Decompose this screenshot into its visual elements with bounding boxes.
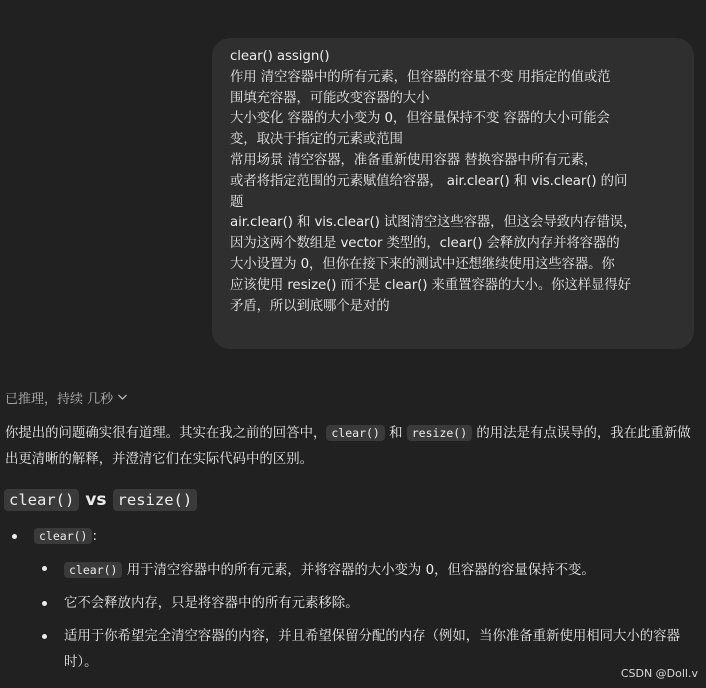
user-message-line: 围填充容器，可能改变容器的大小	[230, 90, 430, 106]
watermark: CSDN @Doll.v	[620, 667, 698, 680]
reasoning-status-toggle[interactable]	[5, 388, 128, 407]
user-message-line: 大小设置为 0，但你在接下来的测试中还想继续使用这些容器。你	[230, 256, 615, 272]
intro-text: 你提出的问题确实很有道理。其实在我之前的回答中，	[5, 426, 327, 441]
sub-bullet	[64, 591, 696, 617]
inline-code: clear()	[64, 562, 122, 578]
bullet-dot	[42, 601, 47, 606]
sub-bullet-text: 适用于你希望完全清空容器的内容，并且希望保留分配的内存（例如，当你准备重新使用相同大小的容器时）。	[64, 629, 680, 670]
bullet-dot	[12, 534, 17, 539]
user-message-line: 作用 清空容器中的所有元素，但容器的容量不变 用指定的值或范	[230, 69, 611, 85]
user-message-line: 变，取决于指定的元素或范围	[230, 132, 403, 148]
intro-text: 和	[384, 426, 407, 441]
user-message-bubble	[212, 38, 694, 349]
user-message-line: 应该使用 resize() 而不是 clear() 来重置容器的大小。你这样显得好	[230, 277, 631, 293]
intro-text: 的用法是有点误导的，我在此重新做出更清晰的解释，并澄清它们在实际代码中的区别。	[5, 426, 691, 467]
user-message-line: air.clear() 和 vis.clear() 试图清空这些容器，但这会导致内存错误，	[230, 215, 637, 231]
bullet-colon: :	[92, 529, 97, 544]
user-message-line: 常用场景 清空容器，准备重新使用容器 替换容器中所有元素，	[230, 152, 598, 168]
user-message-line: 题	[230, 194, 244, 210]
sub-bullet	[64, 624, 696, 676]
sub-bullet-text: 它不会释放内存，只是将容器中的所有元素移除。	[64, 596, 359, 611]
inline-code: clear()	[326, 425, 384, 441]
user-message-line: 大小变化 容器的大小变为 0，但容量保持不变 容器的大小可能会	[230, 111, 610, 127]
bullet-dot	[42, 634, 47, 639]
user-message-line: 因为这两个数组是 vector 类型的，clear() 会释放内存并将容器的	[230, 236, 620, 252]
inline-code: clear()	[34, 528, 92, 544]
user-message-line: 矛盾，所以到底哪个是对的	[230, 298, 390, 314]
sub-bullet-text: 用于清空容器中的所有元素，并将容器的大小变为 0，但容器的容量保持不变。	[122, 563, 595, 578]
answer-intro	[5, 420, 691, 473]
sub-bullet	[64, 557, 696, 584]
user-message-line: clear() assign()	[230, 49, 330, 64]
heading-vs: vs	[85, 490, 107, 510]
bullet-dot	[42, 566, 47, 571]
reasoning-status-label: 已推理，持续 几秒	[5, 392, 114, 407]
section-heading	[4, 489, 197, 511]
heading-code: clear()	[4, 489, 79, 511]
heading-code: resize()	[113, 489, 198, 511]
chevron-down-icon	[117, 391, 128, 404]
user-message-line: 或者将指定范围的元素赋值给容器， air.clear() 和 vis.clear() 的问	[230, 173, 628, 189]
bullet-clear	[34, 525, 97, 548]
inline-code: resize()	[407, 425, 472, 441]
